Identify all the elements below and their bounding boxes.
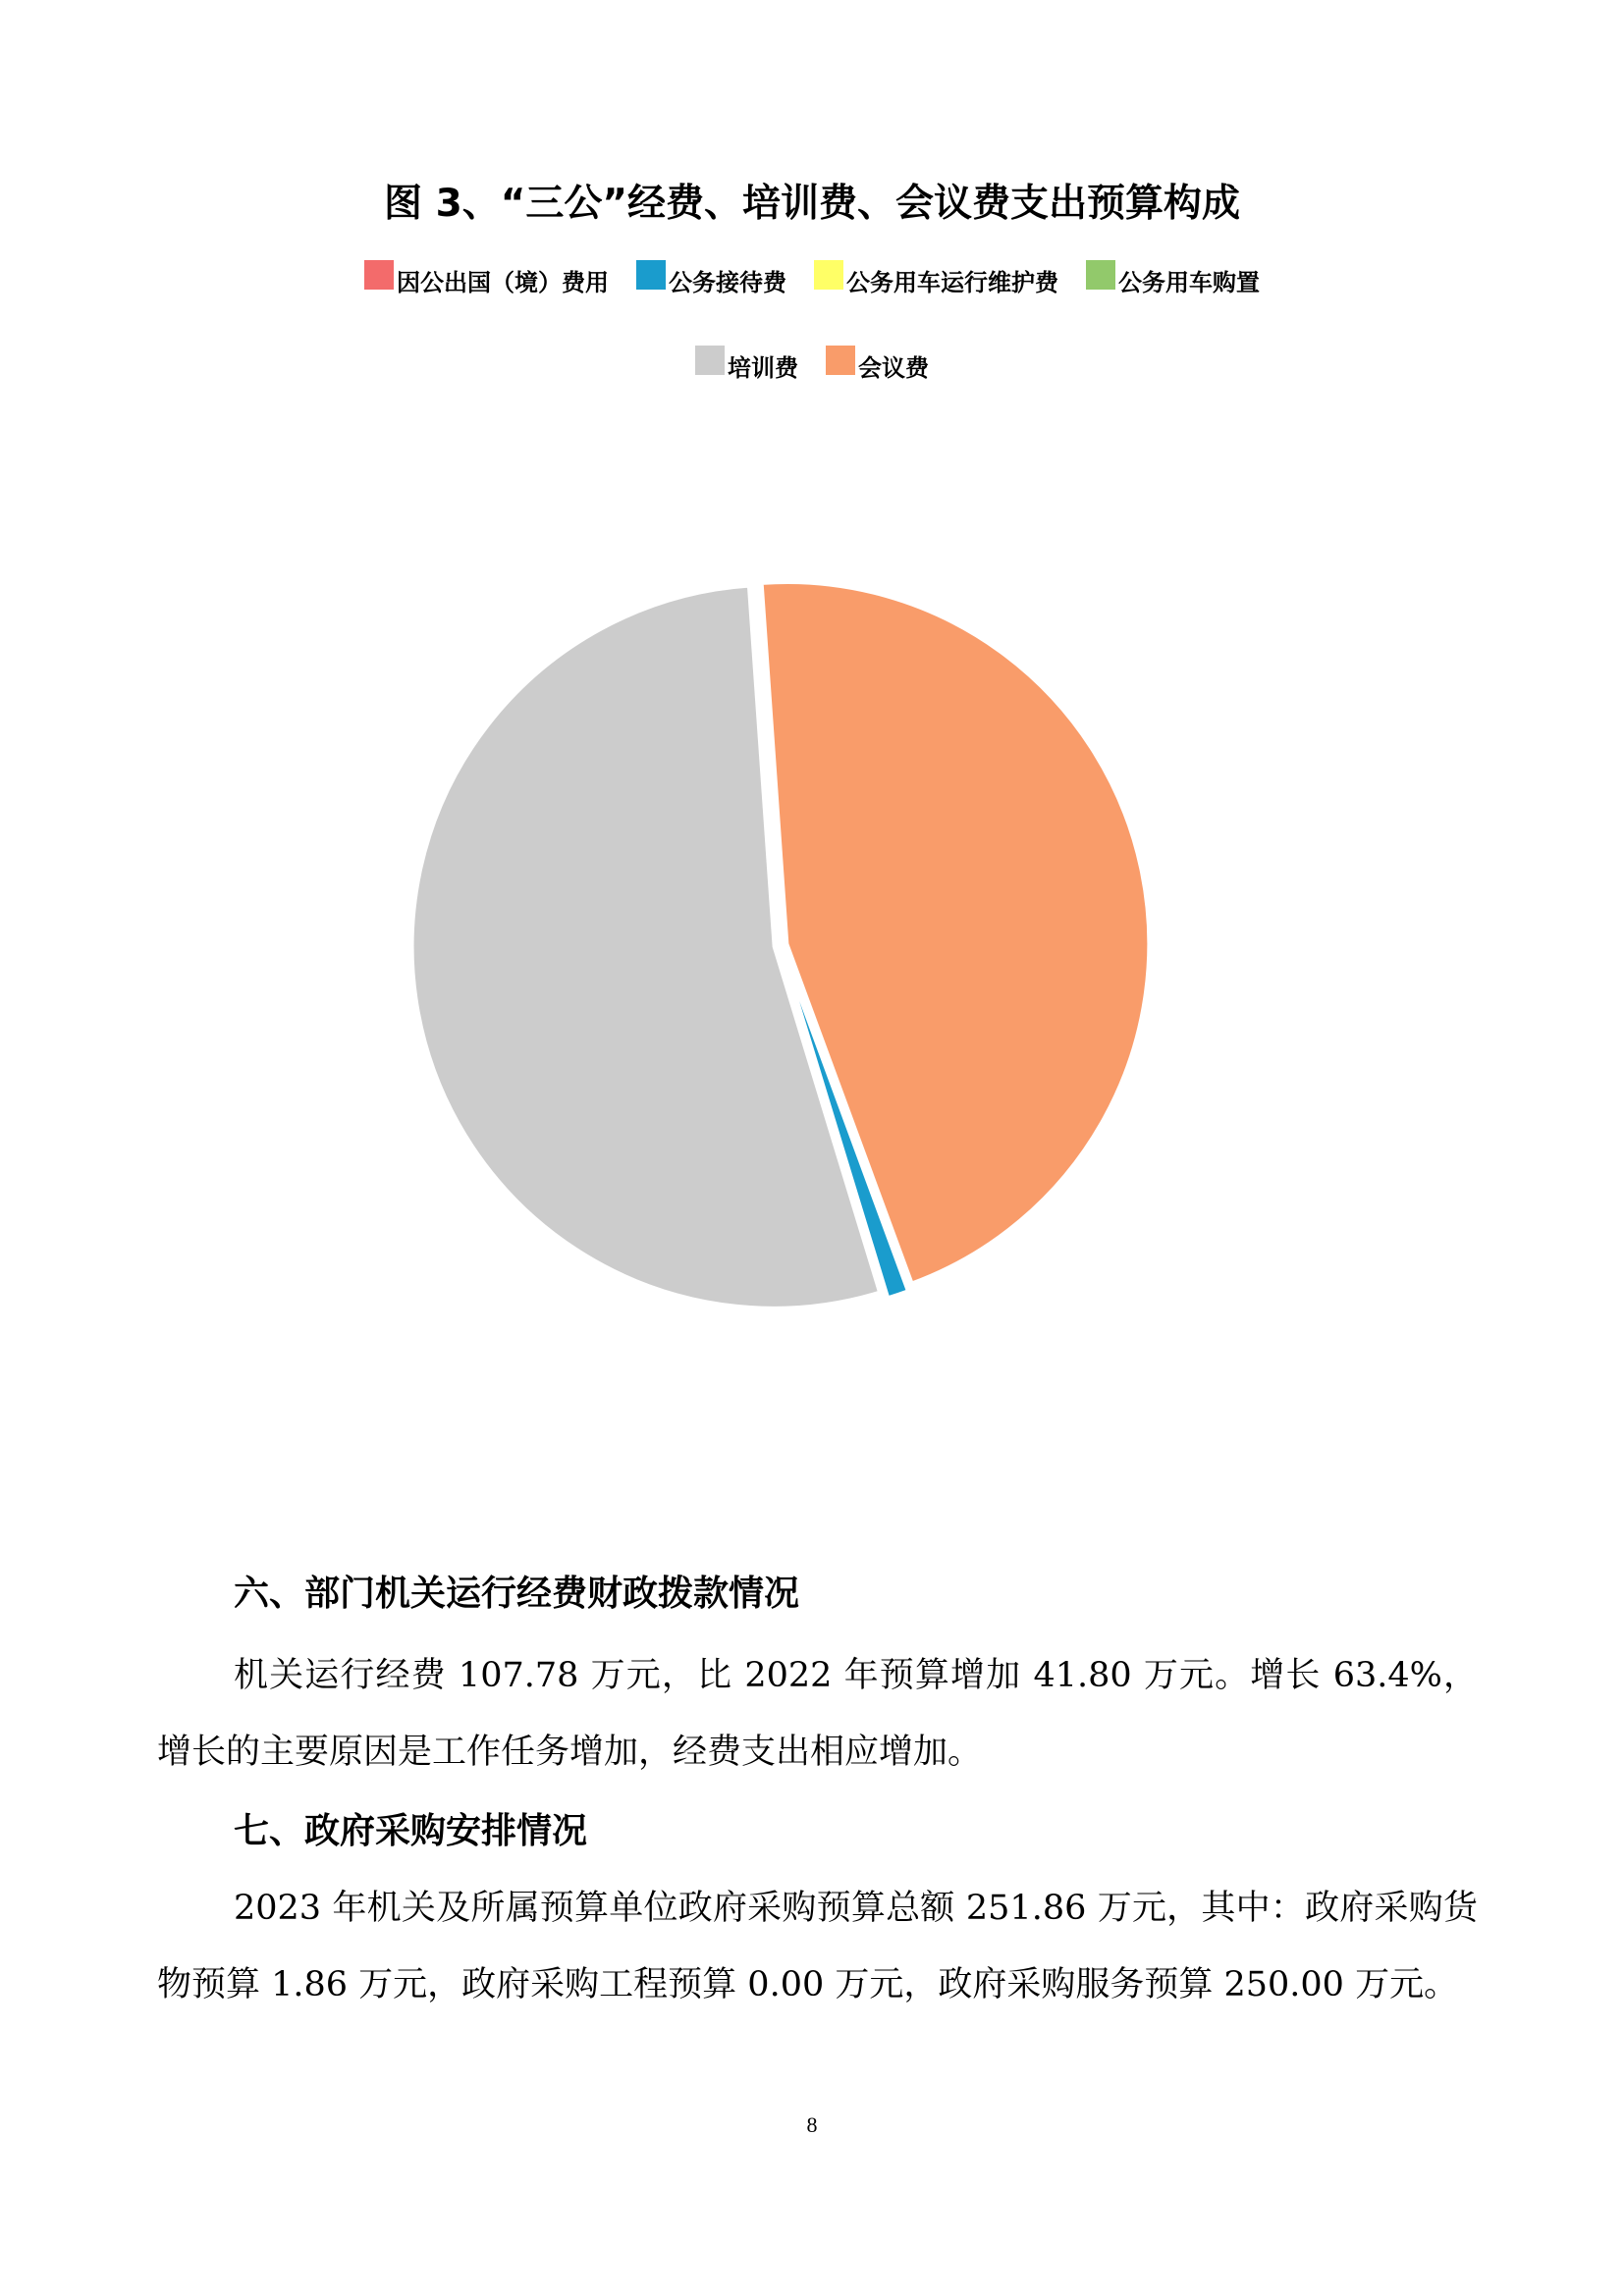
chart-title: 图 3、“三公”经费、培训费、会议费支出预算构成 [384, 182, 1240, 226]
section-paragraph: 2023 年机关及所属预算单位政府采购预算总额 251.86 万元，其中：政府采购货物预算 1.86 万元，政府采购工程预算 0.00 万元，政府采购服务预算 250.00 万元。 [157, 1889, 1478, 2004]
legend-label: 公务用车购置 [1118, 269, 1260, 296]
legend-label: 公务接待费 [669, 269, 786, 296]
section-paragraph: 机关运行经费 107.78 万元，比 2022 年预算增加 41.80 万元。增长 63.4%，增长的主要原因是工作任务增加，经费支出相应增加。 [157, 1656, 1478, 1772]
legend-label: 会议费 [858, 354, 929, 382]
page-number: 8 [806, 2112, 818, 2137]
section-heading: 七、政府采购安排情况 [234, 1810, 588, 1851]
section-heading: 六、部门机关运行经费财政拨款情况 [234, 1573, 800, 1614]
legend-label: 公务用车运行维护费 [846, 269, 1058, 296]
legend-label: 因公出国（境）费用 [397, 269, 609, 296]
legend-label: 培训费 [728, 354, 798, 382]
